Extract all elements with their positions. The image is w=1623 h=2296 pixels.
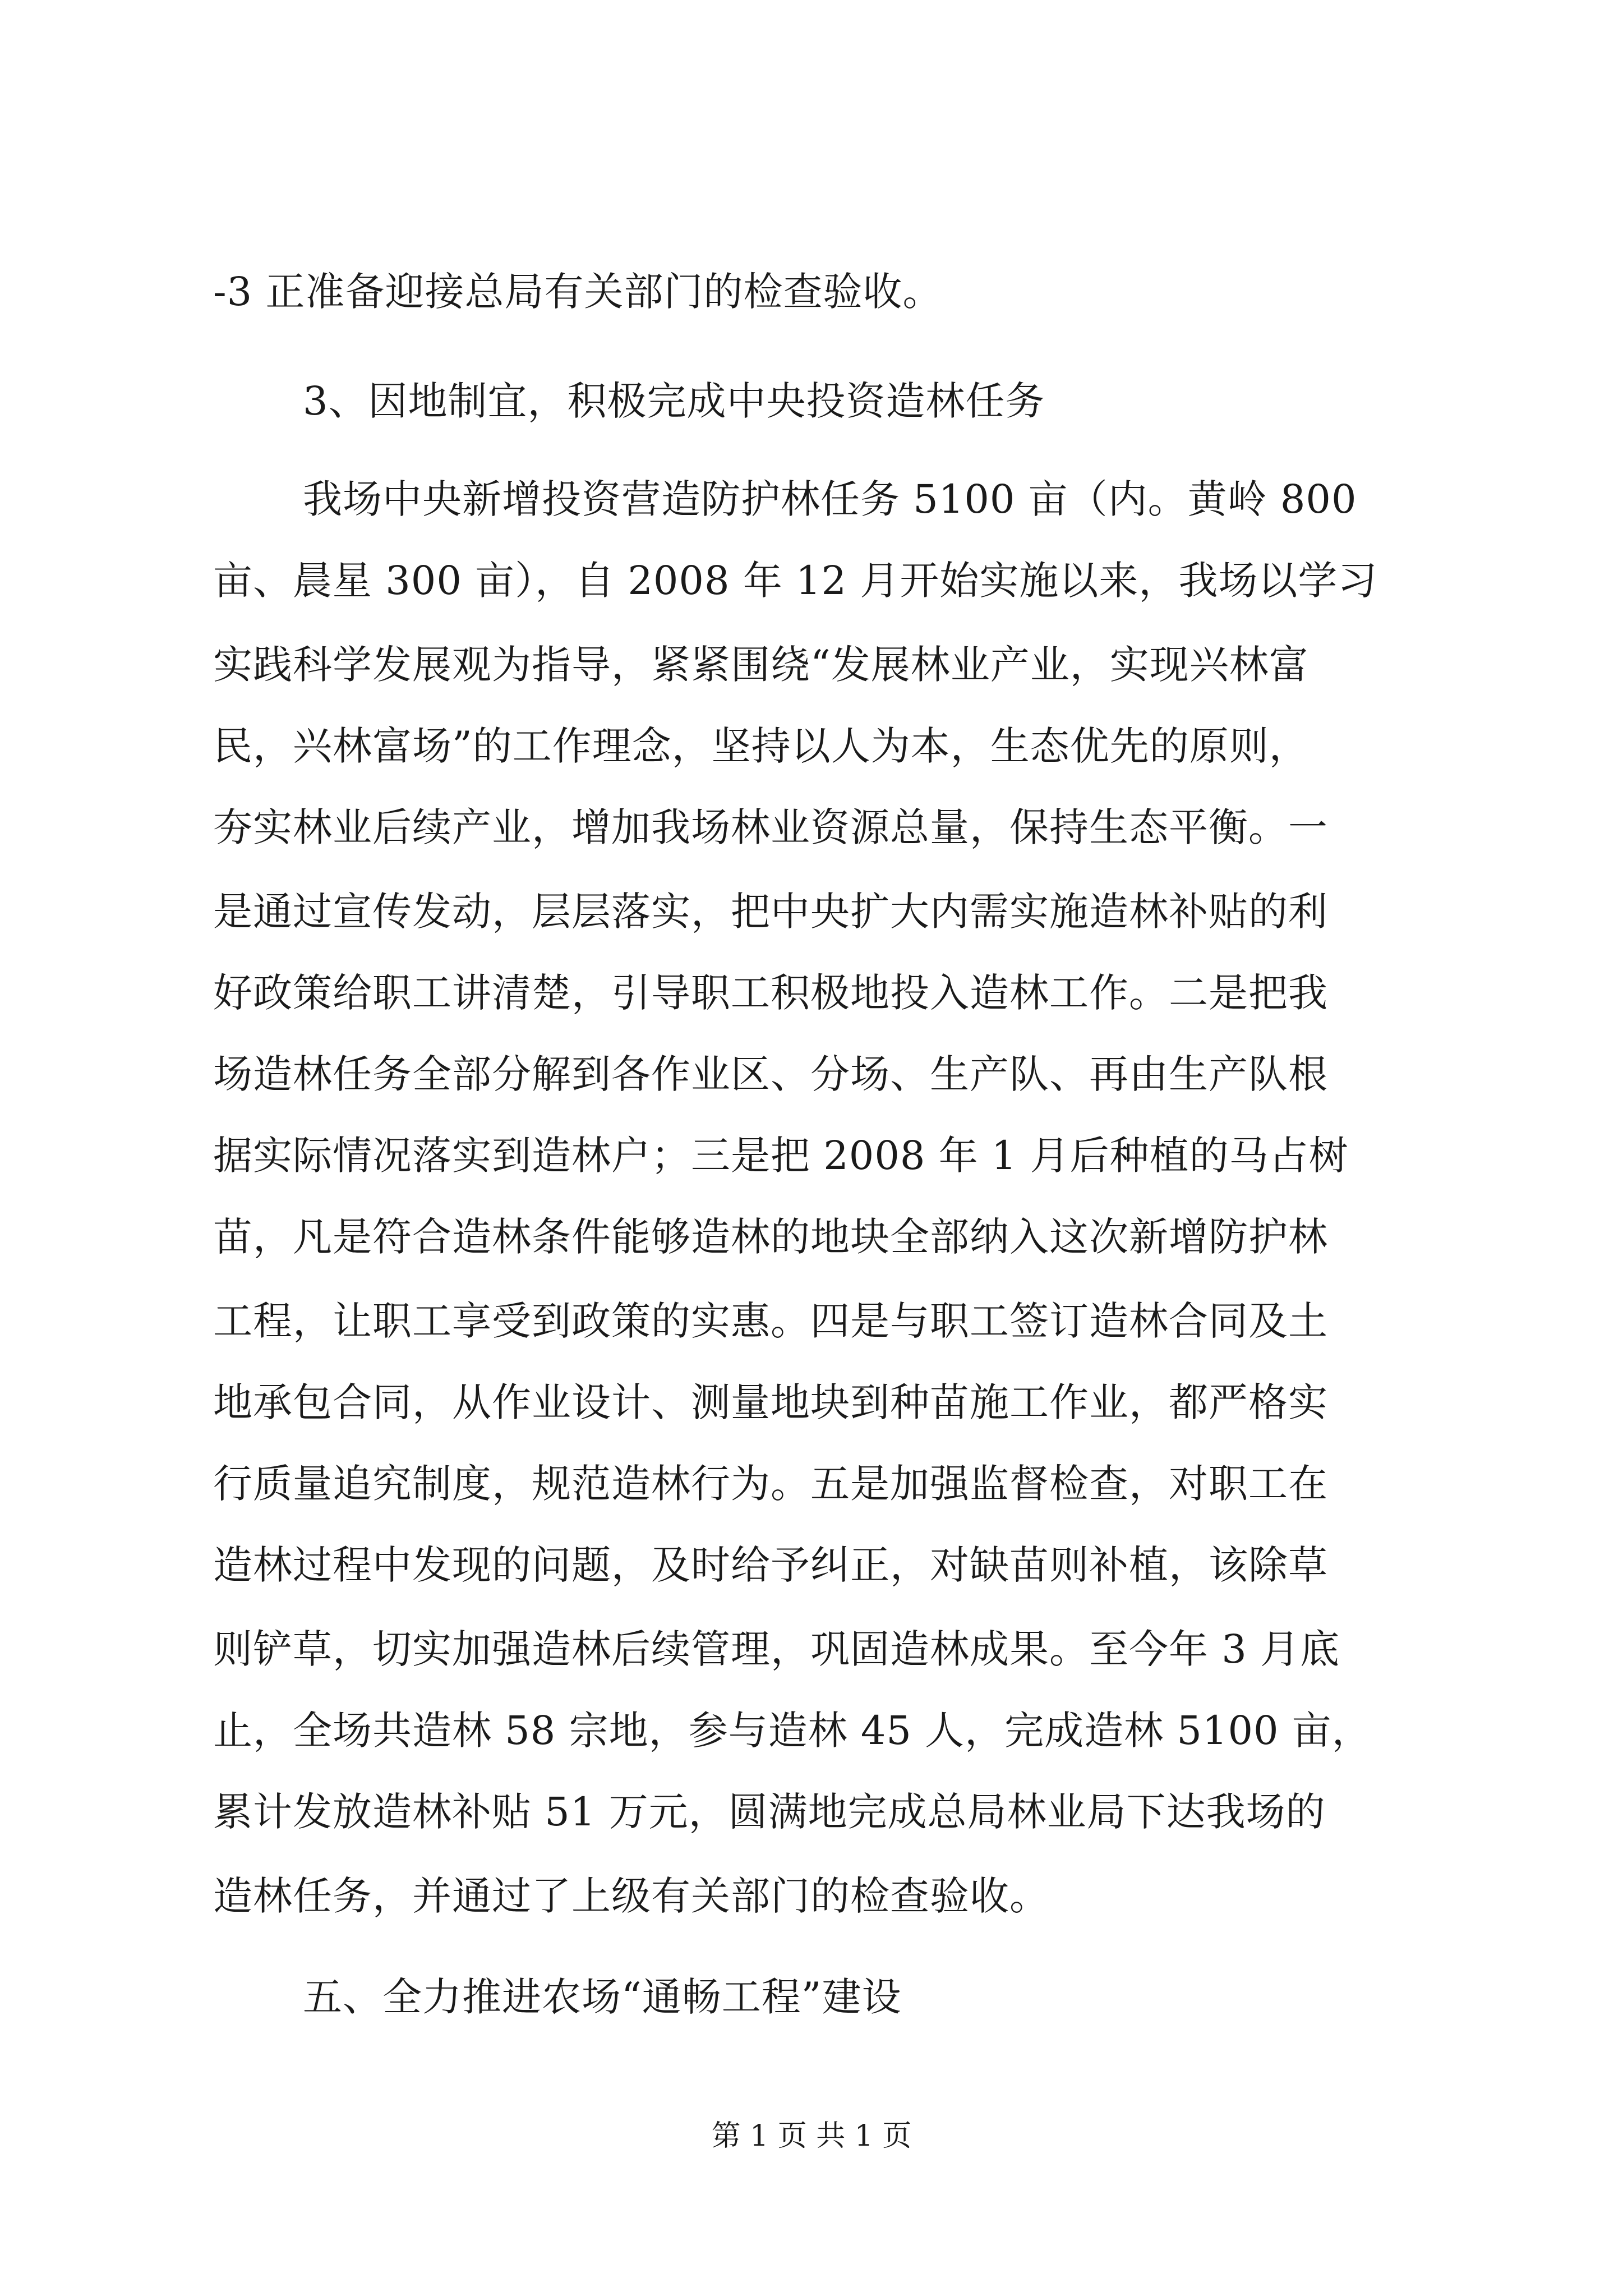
paragraph-line: 好政策给职工讲清楚，引导职工积极地投入造林工作。二是把我 (213, 970, 1328, 1016)
paragraph-line: 累计发放造林补贴 51 万元，圆满地完成总局林业局下达我场的 (213, 1789, 1326, 1835)
section-heading: 3、因地制宜，积极完成中央投资造林任务 (303, 378, 1045, 424)
paragraph-line: 亩、晨星 300 亩），自 2008 年 12 月开始实施以来，我场以学习 (213, 558, 1378, 604)
paragraph-line: 地承包合同，从作业设计、测量地块到种苗施工作业，都严格实 (213, 1379, 1328, 1425)
paragraph-line: 苗，凡是符合造林条件能够造林的地块全部纳入这次新增防护林 (213, 1214, 1328, 1260)
section-heading: 五、全力推进农场“通畅工程”建设 (303, 1974, 902, 2020)
paragraph-line: 造林过程中发现的问题，及时给予纠正，对缺苗则补植，该除草 (213, 1542, 1328, 1588)
paragraph-line: 民，兴林富场”的工作理念，坚持以人为本，生态优先的原则， (213, 723, 1309, 769)
paragraph-line: 造林任务，并通过了上级有关部门的检查验收。 (213, 1873, 1049, 1919)
paragraph-line: 则铲草，切实加强造林后续管理，巩固造林成果。至今年 3 月底 (213, 1626, 1340, 1672)
text-line: -3 正准备迎接总局有关部门的检查验收。 (213, 269, 943, 315)
paragraph-line: 我场中央新增投资营造防护林任务 5100 亩（内。黄岭 800 (303, 476, 1357, 522)
paragraph-line: 据实际情况落实到造林户；三是把 2008 年 1 月后种植的马占树 (213, 1133, 1349, 1179)
page-footer: 第 1 页 共 1 页 (711, 2119, 912, 2153)
paragraph-line: 止，全场共造林 58 宗地，参与造林 45 人，完成造林 5100 亩， (213, 1708, 1372, 1754)
paragraph-line: 行质量追究制度，规范造林行为。五是加强监督检查，对职工在 (213, 1461, 1328, 1507)
paragraph-line: 工程，让职工享受到政策的实惠。四是与职工签订造林合同及土 (213, 1298, 1328, 1344)
paragraph-line: 是通过宣传发动，层层落实，把中央扩大内需实施造林补贴的利 (213, 889, 1328, 935)
paragraph-line: 实践科学发展观为指导，紧紧围绕“发展林业产业，实现兴林富 (213, 642, 1309, 688)
paragraph-line: 夯实林业后续产业，增加我场林业资源总量，保持生态平衡。一 (213, 804, 1328, 850)
paragraph-line: 场造林任务全部分解到各作业区、分场、生产队、再由生产队根 (213, 1051, 1328, 1097)
